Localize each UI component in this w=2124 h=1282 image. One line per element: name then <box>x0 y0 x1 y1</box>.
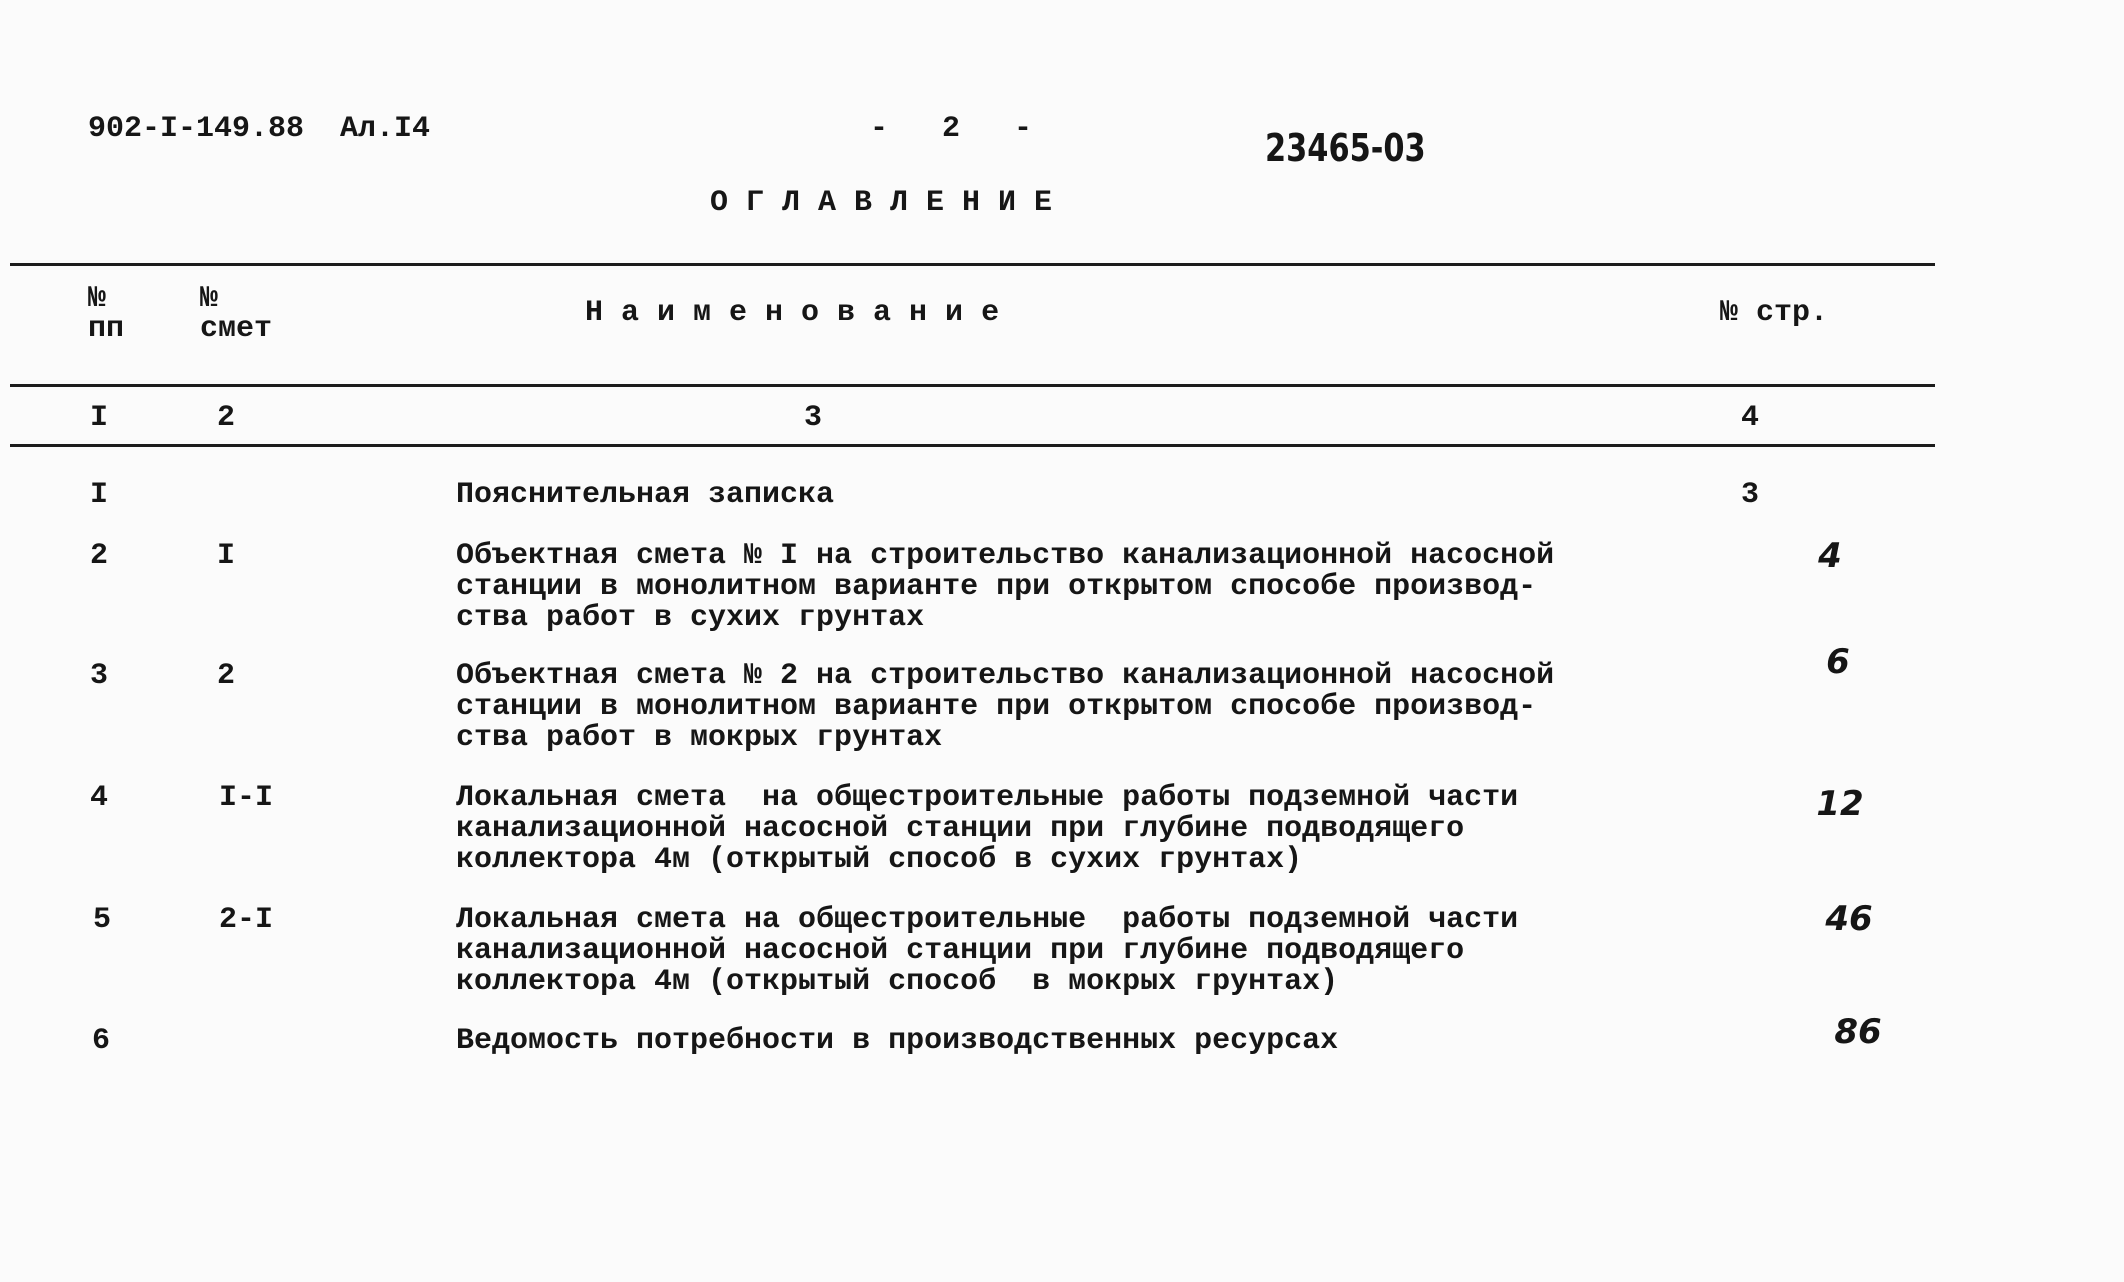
row-number: I <box>89 478 109 512</box>
row-number: 3 <box>89 659 109 693</box>
row-name: Пояснительная записка <box>456 478 835 512</box>
row-page: 3 <box>1740 478 1760 512</box>
row-page: 4 <box>1818 536 1842 576</box>
page-title: О Г Л А В Л Е Н И Е <box>710 186 1053 220</box>
table-top-rule <box>10 263 1935 266</box>
row-name: Объектная смета № 2 на строительство канализационной насосной станции в монолитном варианте при открытом способе производ- ства работ в мокрых грунтах <box>456 659 1555 755</box>
column-number-4: 4 <box>1740 401 1760 435</box>
page-number: - 2 - <box>870 112 1033 146</box>
row-number: 6 <box>91 1024 111 1058</box>
column-number-rule <box>10 444 1935 447</box>
row-estimate: I-I <box>218 781 274 815</box>
row-page: 6 <box>1826 642 1850 682</box>
row-estimate: 2 <box>216 659 236 693</box>
column-header-estimate: № смет <box>200 282 273 346</box>
column-number-2: 2 <box>216 401 236 435</box>
row-page: 86 <box>1834 1012 1882 1052</box>
row-page: 46 <box>1825 899 1873 939</box>
inventory-number: 23465-03 <box>1265 126 1426 170</box>
row-page: 12 <box>1816 784 1864 824</box>
column-number-3: 3 <box>803 401 823 435</box>
row-name: Локальная смета на общестроительные работы подземной части канализационной насосной станции при глубине подводящего коллектора 4м (открытый способ в сухих грунтах) <box>456 781 1519 877</box>
column-header-page: № стр. <box>1720 296 1829 330</box>
column-header-no: № пп <box>88 282 125 346</box>
row-number: 2 <box>89 539 109 573</box>
row-estimate: I <box>216 539 236 573</box>
row-number: 4 <box>89 781 109 815</box>
column-header-name: Н а и м е н о в а н и е <box>585 296 1000 330</box>
header-rule <box>10 384 1935 387</box>
row-name: Локальная смета на общестроительные работы подземной части канализационной насосной станции при глубине подводящего коллектора 4м (открытый способ в мокрых грунтах) <box>456 903 1519 999</box>
row-number: 5 <box>92 903 112 937</box>
column-number-1: I <box>89 401 109 435</box>
row-estimate: 2-I <box>218 903 274 937</box>
row-name: Ведомость потребности в производственных ресурсах <box>456 1024 1339 1058</box>
document-code: 902-I-149.88 Ал.I4 <box>88 112 431 146</box>
row-name: Объектная смета № I на строительство канализационной насосной станции в монолитном варианте при открытом способе производ- ства работ в сухих грунтах <box>456 539 1555 635</box>
